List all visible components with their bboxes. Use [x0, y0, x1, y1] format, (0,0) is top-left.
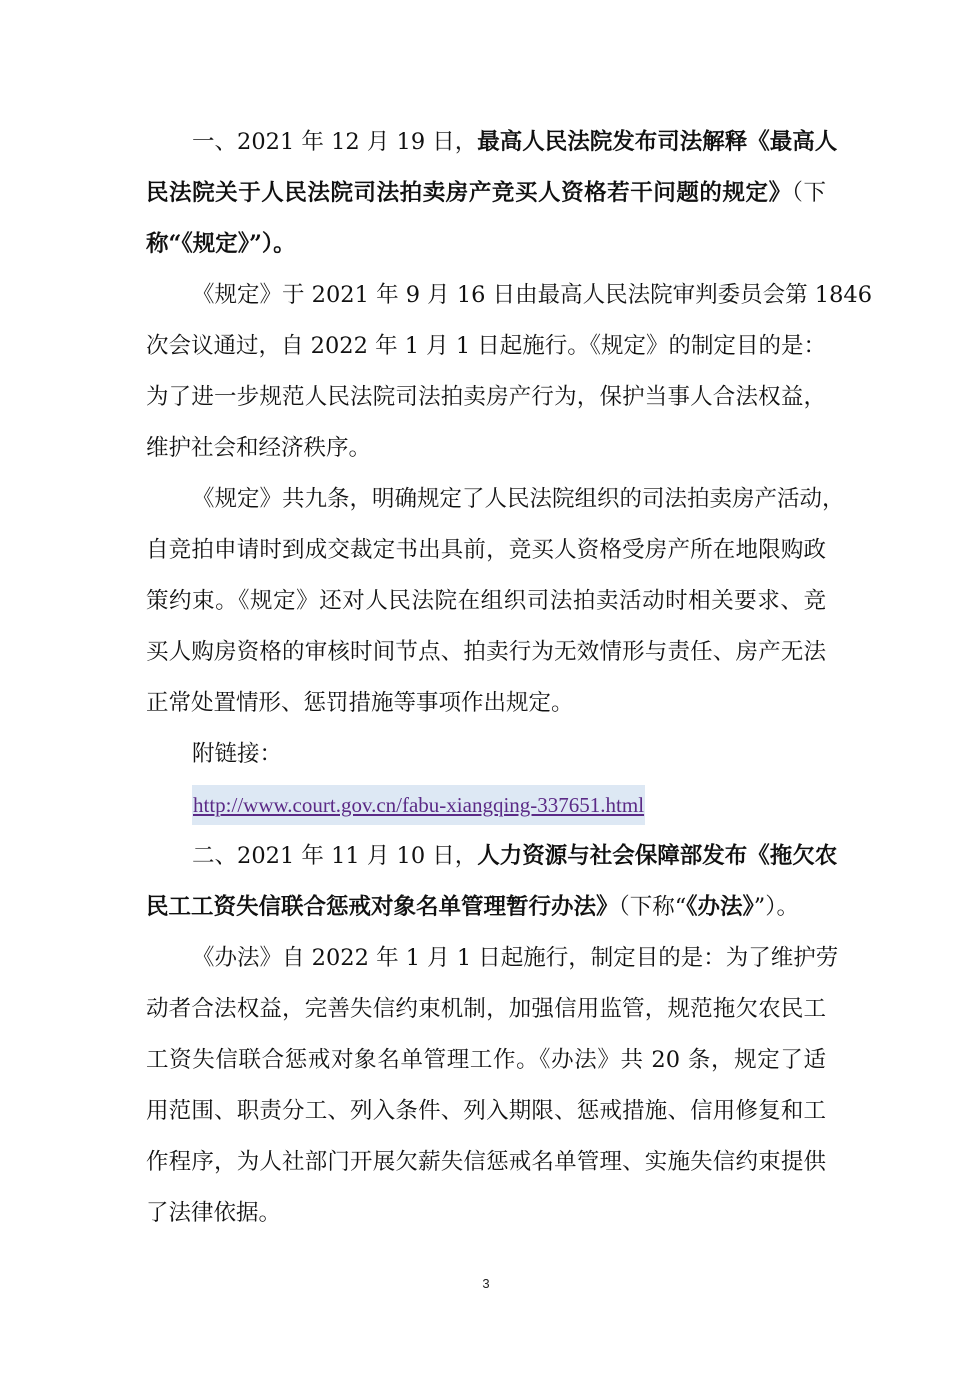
body-text: 维护社会和经济秩序。	[146, 435, 372, 461]
body-text: 为了进一步规范人民法院司法拍卖房产行为，保护当事人合法权益，	[146, 384, 826, 410]
paragraph-7-line	[146, 984, 826, 1035]
body-text: 《办法》自 2022 年 1 月 1 日起施行，制定目的是：为了维护劳	[192, 945, 839, 971]
paragraph-7-line	[146, 933, 839, 984]
bold-text: 《办法》	[686, 894, 754, 920]
body-text: 动者合法权益，完善失信约束机制，加强信用监管，规范拖欠农民工	[146, 996, 826, 1022]
body-text: ”）。	[753, 894, 800, 920]
paragraph-3-line	[146, 627, 826, 678]
body-text: 买人购房资格的审核时间节点、拍卖行为无效情形与责任、房产无法	[146, 639, 826, 665]
body-text: 自竞拍申请时到成交裁定书出具前，竞买人资格受房产所在地限购政	[146, 537, 826, 563]
bold-text: 称“《规定》”）。	[146, 231, 296, 257]
body-text: 次会议通过，自 2022 年 1 月 1 日起施行。《规定》的制定目的是：	[146, 333, 827, 359]
paragraph-1-line	[146, 219, 826, 270]
body-text: 了法律依据。	[146, 1200, 282, 1226]
paragraph-6-line	[146, 831, 838, 882]
bold-text: 民工工资失信联合惩戒对象名单管理暂行办法》	[146, 894, 619, 920]
paragraph-3-line	[146, 525, 826, 576]
paragraph-2-line	[146, 423, 826, 474]
paragraph-7-line	[146, 1035, 826, 1086]
paragraph-2-line	[146, 321, 826, 372]
body-text: （下	[791, 180, 826, 206]
body-text: 用范围、职责分工、列入条件、列入期限、惩戒措施、信用修复和工	[146, 1098, 826, 1124]
bold-text: 人力资源与社会保障部发布《拖欠农	[477, 843, 838, 869]
paragraph-3-line	[146, 678, 826, 729]
body-text: 正常处置情形、惩罚措施等事项作出规定。	[146, 690, 574, 716]
document-body	[146, 117, 873, 1239]
paragraph-3-line	[146, 474, 845, 525]
link-line	[146, 780, 826, 831]
body-text: 作程序，为人社部门开展欠薪失信惩戒名单管理、实施失信约束提供	[146, 1149, 826, 1175]
paragraph-6-line	[146, 882, 826, 933]
paragraph-3-line	[146, 576, 826, 627]
body-text: 二、2021 年 11 月 10 日，	[192, 843, 478, 869]
body-text: 策约束。《规定》还对人民法院在组织司法拍卖活动时相关要求、竞	[146, 588, 826, 614]
paragraph-7-line	[146, 1086, 826, 1137]
paragraph-2-line	[146, 372, 826, 423]
paragraph-7-line	[146, 1188, 826, 1239]
paragraph-2-line	[146, 270, 873, 321]
court-link[interactable]: http://www.court.gov.cn/fabu-xiangqing-337651.html	[193, 793, 645, 817]
page-number: 3	[482, 1276, 490, 1291]
body-text: 《规定》于 2021 年 9 月 16 日由最高人民法院审判委员会第 1846	[192, 282, 873, 308]
paragraph-1-line	[146, 168, 826, 219]
body-text: 一、2021 年 12 月 19 日，	[192, 129, 478, 155]
paragraph-4-line	[146, 729, 826, 780]
body-text: 附链接：	[192, 741, 283, 767]
paragraph-7-line	[146, 1137, 826, 1188]
link-highlight	[192, 785, 645, 825]
body-text: 工资失信联合惩戒对象名单管理工作。《办法》共 20 条，规定了适	[146, 1047, 826, 1073]
bold-text: 最高人民法院发布司法解释《最高人	[477, 129, 838, 155]
body-text: 《规定》共九条，明确规定了人民法院组织的司法拍卖房产活动，	[192, 486, 845, 512]
paragraph-1-line	[146, 117, 838, 168]
bold-text: 民法院关于人民法院司法拍卖房产竞买人资格若干问题的规定》	[146, 180, 792, 206]
body-text: （下称“	[618, 894, 687, 920]
